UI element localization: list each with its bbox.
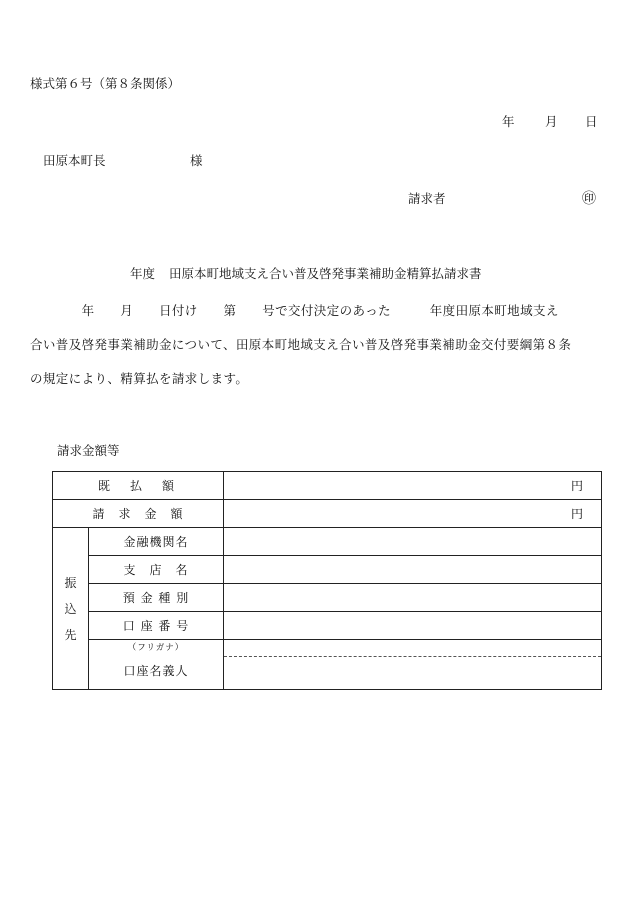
branch-name-label: 支 店 名 <box>89 556 224 584</box>
date-month-label: 月 <box>545 114 558 129</box>
request-amount-table <box>52 471 602 690</box>
table-row <box>53 640 602 690</box>
table-row <box>53 556 602 584</box>
table-row <box>53 528 602 556</box>
section-heading: 請求金額等 <box>57 443 120 458</box>
account-holder-field[interactable] <box>224 640 602 690</box>
deposit-type-label: 預 金 種 別 <box>89 584 224 612</box>
deposit-type-field[interactable] <box>224 584 602 612</box>
bank-name-label: 金融機関名 <box>89 528 224 556</box>
form-number: 様式第６号（第８条関係） <box>30 76 181 91</box>
yen-unit: 円 <box>570 507 583 521</box>
date-year-label: 年 <box>502 114 515 129</box>
request-amount-field[interactable] <box>224 500 602 528</box>
addressee-honorific: 様 <box>190 153 203 168</box>
already-paid-label: 既 払 額 <box>53 472 224 500</box>
requester-label: 請求者 <box>408 191 446 206</box>
furigana-label: （フリガナ） <box>127 643 185 653</box>
yen-unit: 円 <box>570 479 583 493</box>
date-day-label: 日 <box>585 114 598 129</box>
title-text: 田原本町地域支え合い普及啓発事業補助金精算払請求書 <box>169 266 482 281</box>
bank-name-field[interactable] <box>224 528 602 556</box>
body-line-1: 年 月 日付け 第 号で交付決定のあった 年度田原本町地域支え <box>30 303 559 318</box>
request-amount-label: 請 求 金 額 <box>53 500 224 528</box>
table-row <box>53 500 602 528</box>
table-row <box>53 612 602 640</box>
title-year-prefix: 年度 <box>130 266 156 281</box>
addressee-name: 田原本町長 <box>43 153 106 168</box>
already-paid-amount-field[interactable] <box>224 472 602 500</box>
account-holder-label: （フリガナ） 口座名義人 <box>89 640 224 690</box>
body-line-3: の規定により、精算払を請求します。 <box>30 371 249 386</box>
body-line-2: 合い普及啓発事業補助金について、田原本町地域支え合い普及啓発事業補助金交付要綱第８条 <box>30 337 572 352</box>
account-number-field[interactable] <box>224 612 602 640</box>
table-row <box>53 472 602 500</box>
transfer-destination-label: 振 込 先 <box>53 528 89 690</box>
seal-mark: ㊞ <box>582 191 596 207</box>
branch-name-field[interactable] <box>224 556 602 584</box>
account-number-label: 口 座 番 号 <box>89 612 224 640</box>
furigana-field[interactable] <box>224 640 601 657</box>
document-title <box>130 264 482 282</box>
table-row <box>53 584 602 612</box>
